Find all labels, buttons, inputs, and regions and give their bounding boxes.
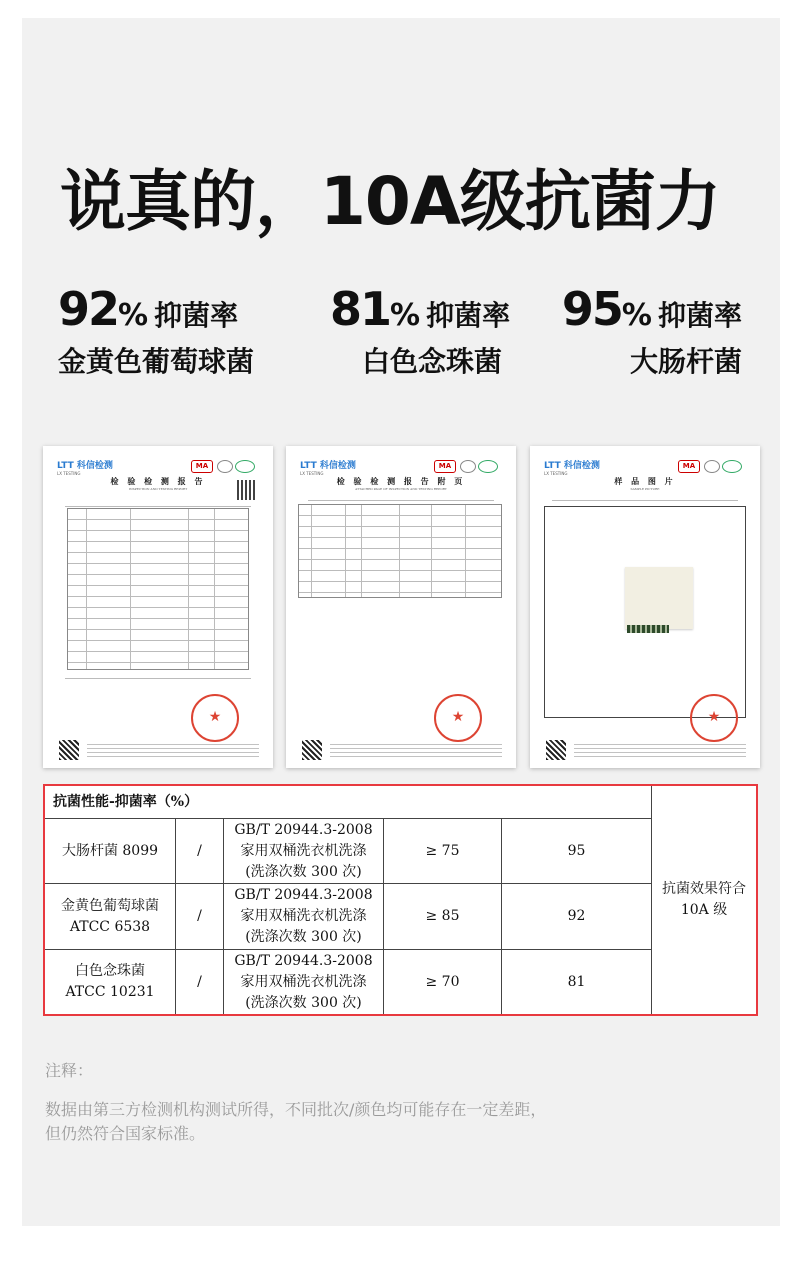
stat-organism: 白色念珠菌 (361, 345, 502, 378)
certification-marks (191, 460, 255, 472)
method-cell: GB/T 20944.3-2008 家用双桶洗衣机洗涤 (洗涤次数 300 次) (234, 887, 373, 945)
requirement-cell: ≥ 85 (425, 908, 460, 924)
official-seal-icon (191, 694, 239, 742)
stat-unit: % (390, 298, 421, 333)
organism-cell: 大肠杆菌 8099 (61, 842, 159, 859)
cnas-mark-icon (478, 460, 498, 473)
towel-sample-image (625, 567, 693, 629)
table-header: 抗菌性能-抑菌率（%） (53, 793, 199, 810)
divider (552, 500, 738, 501)
sample-picture-page[interactable] (530, 446, 760, 768)
blank-cell: / (197, 908, 202, 924)
sample-photo-frame (544, 506, 746, 718)
report-title-en: INSPECTION AND TESTING REPORT (128, 487, 188, 491)
sample-tag-image (627, 625, 669, 633)
stat-unit: % (621, 298, 652, 333)
test-report-attachment-page[interactable] (286, 446, 516, 768)
qr-code-icon (237, 480, 257, 500)
stat-value: 81 (330, 282, 391, 336)
report-title: 检 验 检 测 报 告 (110, 476, 206, 486)
certification-marks (678, 460, 742, 472)
certification-marks (434, 460, 498, 472)
stat-value: 95 (561, 282, 622, 336)
report-title-en: ATTACHED PAGE OF INSPECTION AND TESTING REPORT (355, 487, 447, 491)
blank-cell: / (197, 842, 202, 859)
test-report-page[interactable] (43, 446, 273, 768)
result-cell: 81 (567, 973, 586, 990)
result-cell: 95 (567, 842, 586, 859)
official-seal-icon (434, 694, 482, 742)
note-body: 数据由第三方检测机构测试所得，不同批次/颜色均可能存在一定差距， 但仍然符合国家标准。 (45, 1100, 547, 1143)
divider (308, 500, 494, 501)
organism-cell: 白色念珠菌 ATCC 10231 (65, 963, 155, 1000)
stat-organism: 金黄色葡萄球菌 (58, 345, 255, 378)
footer-text (87, 744, 259, 758)
conclusion-cell: 抗菌效果符合 10A 级 (662, 881, 746, 918)
lab-logo: LTT 科信检测 LX TESTING (57, 461, 113, 476)
ilac-mark-icon (704, 460, 720, 473)
antibacterial-results-table (43, 784, 758, 1016)
method-cell: GB/T 20944.3-2008 家用双桶洗衣机洗涤 (洗涤次数 300 次) (234, 952, 373, 1011)
qr-code-icon (302, 740, 322, 760)
stat-staph (58, 282, 254, 380)
report-table (67, 508, 249, 670)
official-seal-icon (690, 694, 738, 742)
method-cell: GB/T 20944.3-2008 家用双桶洗衣机洗涤 (洗涤次数 300 次) (234, 821, 373, 880)
cnas-mark-icon (722, 460, 742, 473)
ma-mark-icon: MA (191, 460, 213, 473)
headline: 说真的，10A级抗菌力 (60, 163, 720, 240)
divider (65, 678, 251, 679)
result-cell: 92 (567, 908, 586, 924)
report-title-en: SAMPLE PICTURE (630, 487, 660, 491)
stat-label: 抑菌率 (657, 299, 742, 332)
qr-code-icon (546, 740, 566, 760)
ma-mark-icon: MA (434, 460, 456, 473)
note-title: 注释： (45, 1061, 94, 1080)
stat-label: 抑菌率 (154, 299, 239, 332)
report-title: 样 品 图 片 (614, 476, 676, 486)
ilac-mark-icon (460, 460, 476, 473)
requirement-cell: ≥ 75 (425, 842, 460, 859)
cnas-mark-icon (235, 460, 255, 473)
lab-logo: LTT 科信检测 LX TESTING (300, 461, 356, 476)
lab-logo: LTT 科信检测 LX TESTING (544, 461, 600, 476)
stat-candida (330, 282, 511, 380)
footer-text (574, 744, 746, 758)
stat-organism: 大肠杆菌 (629, 345, 742, 378)
ilac-mark-icon (217, 460, 233, 473)
stat-label: 抑菌率 (426, 299, 511, 332)
divider (65, 506, 251, 507)
ma-mark-icon: MA (678, 460, 700, 473)
report-title: 检 验 检 测 报 告 附 页 (336, 476, 466, 486)
blank-cell: / (197, 973, 202, 990)
report-table (298, 504, 502, 598)
organism-cell: 金黄色葡萄球菌 ATCC 6538 (61, 897, 159, 935)
footer-text (330, 744, 502, 758)
qr-code-icon (59, 740, 79, 760)
stat-value: 92 (58, 282, 119, 336)
stat-ecoli (556, 282, 742, 380)
requirement-cell: ≥ 70 (425, 973, 460, 990)
stat-unit: % (118, 298, 149, 333)
